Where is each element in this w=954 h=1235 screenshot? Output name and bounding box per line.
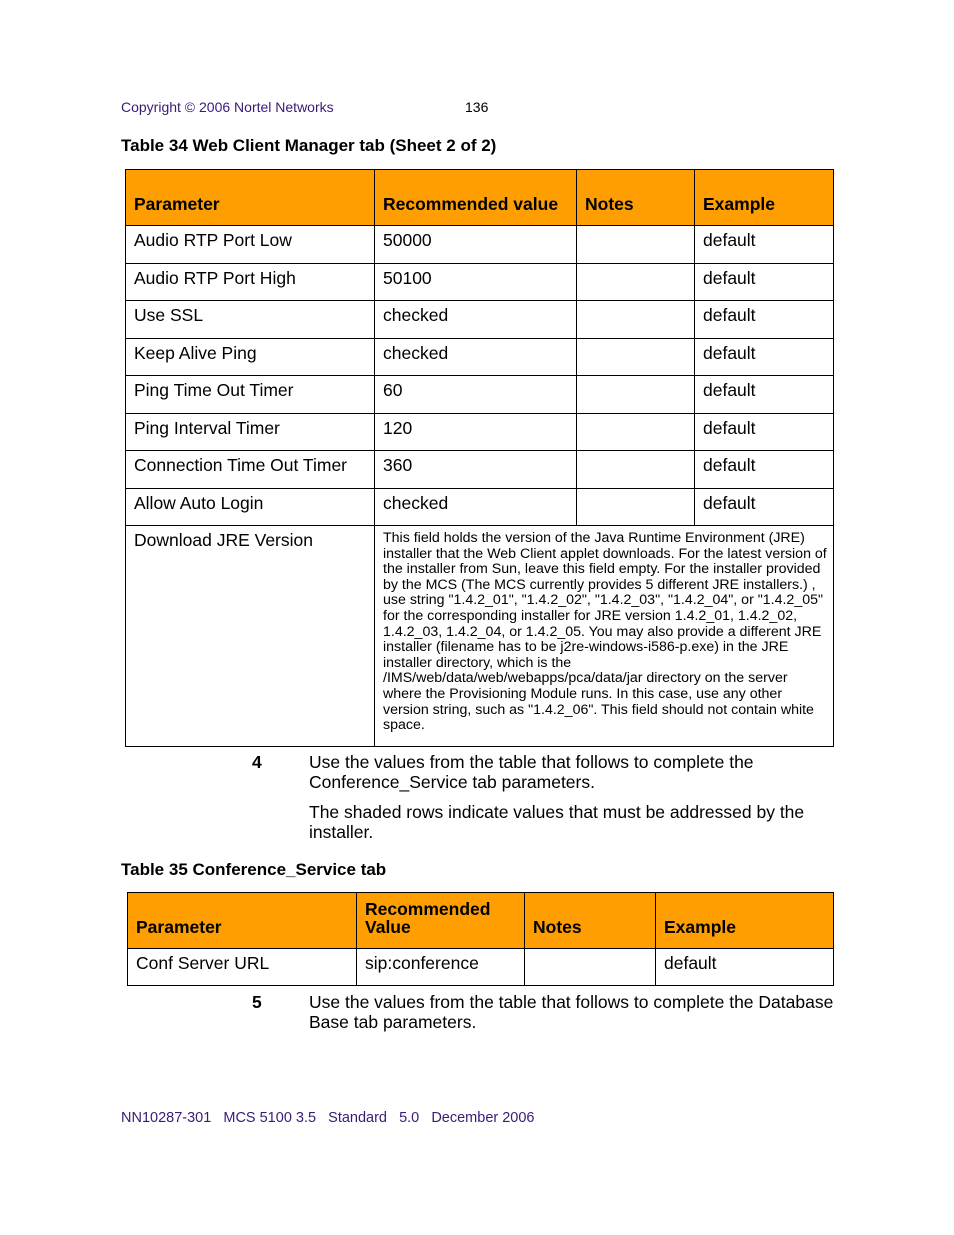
cell-notes <box>577 488 695 526</box>
table-34-caption: Table 34 Web Client Manager tab (Sheet 2 of 2) <box>121 136 497 155</box>
table-35-header-parameter: Parameter <box>128 893 357 949</box>
table-row <box>126 263 834 301</box>
cell-recommended-value: sip:conference <box>357 949 525 986</box>
table-row <box>126 376 834 414</box>
table-34 <box>125 169 834 747</box>
cell-notes <box>577 338 695 376</box>
cell-example: default <box>656 949 834 986</box>
table-35-caption: Table 35 Conference_Service tab <box>121 860 387 879</box>
cell-jre-version-description: This field holds the version of the Java Runtime Environment (JRE) installer that the Web Client applet downloads. For the latest version of the installer from Sun, leave this field empty. For the installer provided by the MCS (The MCS currently provides 5 different JRE installers.) , use string "1.4.2_01", "1.4.2_02", "1.4.2_03", "1.4.2_04", or "1.4.2_05" for the corresponding installer for JRE version 1.4.2_01, 1.4.2_02, 1.4.2_03, 1.4.2_04, or 1.4.2_05. You may also provide a different JRE installer (filename has to be j2re-windows-i586-p.exe) in the JRE installer directory, which is the /IMS/web/data/web/webapps/pca/data/jar directory on the server where the Provisioning Module runs. In this case, use any other version string, such as "1.4.2_06". This field should not contain white space. <box>375 526 834 747</box>
table-row <box>126 226 834 264</box>
table-35-header-example: Example <box>656 893 834 949</box>
cell-notes <box>525 949 656 986</box>
step-4-text: Use the values from the table that follows to complete the Conference_Service tab parameters. <box>309 752 754 792</box>
cell-notes <box>577 376 695 414</box>
cell-parameter: Ping Time Out Timer <box>126 376 375 414</box>
cell-parameter: Audio RTP Port High <box>126 263 375 301</box>
table-35 <box>127 892 834 986</box>
cell-example: default <box>695 338 834 376</box>
page-number: 136 <box>465 99 489 115</box>
table-34-header-example: Example <box>695 170 834 226</box>
table-row <box>126 338 834 376</box>
step-5-number: 5 <box>252 992 262 1012</box>
cell-recommended-value: checked <box>375 301 577 339</box>
cell-recommended-value: checked <box>375 338 577 376</box>
table-34-header-parameter: Parameter <box>126 170 375 226</box>
cell-parameter: Allow Auto Login <box>126 488 375 526</box>
cell-recommended-value: 120 <box>375 413 577 451</box>
table-34-header-row <box>126 170 834 226</box>
table-row-jre-version <box>126 526 834 747</box>
cell-notes <box>577 226 695 264</box>
cell-parameter: Conf Server URL <box>128 949 357 986</box>
cell-notes <box>577 451 695 489</box>
table-34-header-recommended-value: Recommended value <box>375 170 577 226</box>
cell-recommended-value: 50100 <box>375 263 577 301</box>
cell-example: default <box>695 488 834 526</box>
step-4-note: The shaded rows indicate values that must be addressed by the installer. <box>309 802 805 842</box>
document-footer: NN10287-301 MCS 5100 3.5 Standard 5.0 December 2006 <box>121 1110 535 1126</box>
cell-recommended-value: 360 <box>375 451 577 489</box>
cell-example: default <box>695 301 834 339</box>
table-row <box>126 413 834 451</box>
cell-notes <box>577 263 695 301</box>
table-row <box>128 949 834 986</box>
cell-parameter: Download JRE Version <box>126 526 375 747</box>
cell-parameter: Keep Alive Ping <box>126 338 375 376</box>
table-35-header-notes: Notes <box>525 893 656 949</box>
cell-example: default <box>695 376 834 414</box>
table-35-header-row <box>128 893 834 949</box>
step-4-number: 4 <box>252 752 262 772</box>
cell-recommended-value: checked <box>375 488 577 526</box>
cell-example: default <box>695 451 834 489</box>
cell-parameter: Use SSL <box>126 301 375 339</box>
table-35-header-recommended-value: Recommended Value <box>357 893 525 949</box>
cell-example: default <box>695 413 834 451</box>
cell-notes <box>577 413 695 451</box>
table-row <box>126 301 834 339</box>
table-34-header-notes: Notes <box>577 170 695 226</box>
copyright-notice: Copyright © 2006 Nortel Networks <box>121 99 334 115</box>
table-row <box>126 488 834 526</box>
table-row <box>126 451 834 489</box>
cell-parameter: Ping Interval Timer <box>126 413 375 451</box>
step-5-text: Use the values from the table that follows to complete the Database Base tab parameters. <box>309 992 834 1032</box>
cell-parameter: Audio RTP Port Low <box>126 226 375 264</box>
cell-parameter: Connection Time Out Timer <box>126 451 375 489</box>
cell-recommended-value: 60 <box>375 376 577 414</box>
cell-example: default <box>695 263 834 301</box>
cell-notes <box>577 301 695 339</box>
cell-example: default <box>695 226 834 264</box>
cell-recommended-value: 50000 <box>375 226 577 264</box>
